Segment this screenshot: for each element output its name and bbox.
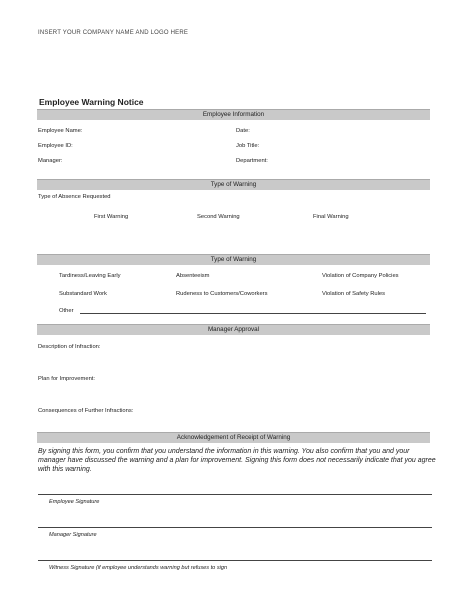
employee-id-label: Employee ID: [38, 143, 73, 149]
acknowledgement-text: By signing this form, you confirm that you understand the information in this warning. You also confirm that you and your manager have discussed the warning and a plan for improvement. Signing this form does not necessarily indicate that you agree with this warning. [38, 448, 436, 474]
tardiness-option[interactable]: Tardiness/Leaving Early [59, 273, 121, 279]
final-warning-option[interactable]: Final Warning [313, 214, 349, 220]
date-label: Date: [236, 128, 250, 134]
acknowledgement-header: Acknowledgement of Receipt of Warning [37, 432, 430, 443]
substandard-work-option[interactable]: Substandard Work [59, 291, 107, 297]
employee-name-label: Employee Name: [38, 128, 83, 134]
job-title-label: Job Title: [236, 143, 260, 149]
rudeness-option[interactable]: Rudeness to Customers/Coworkers [176, 291, 268, 297]
improvement-plan-label: Plan for Improvement: [38, 376, 96, 382]
infraction-description-label: Description of Infraction: [38, 344, 101, 350]
manager-signature-label: Manager Signature [49, 532, 97, 538]
warning-level-header: Type of Warning [37, 179, 430, 190]
manager-signature-line[interactable] [38, 527, 432, 528]
absence-type-label: Type of Absence Requested [38, 194, 111, 200]
consequences-label: Consequences of Further Infractions: [38, 408, 134, 414]
second-warning-option[interactable]: Second Warning [197, 214, 240, 220]
witness-signature-label: Witness Signature (if employee understands warning but refuses to sign [49, 565, 228, 571]
first-warning-option[interactable]: First Warning [94, 214, 129, 220]
warning-type-header: Type of Warning [37, 254, 430, 265]
employee-info-header: Employee Information [37, 109, 430, 120]
department-label: Department: [236, 158, 268, 164]
form-title: Employee Warning Notice [39, 97, 144, 107]
other-input-line[interactable] [80, 313, 426, 314]
employee-signature-label: Employee Signature [49, 499, 100, 505]
employee-signature-line[interactable] [38, 494, 432, 495]
company-policy-violation-option[interactable]: Violation of Company Policies [322, 273, 399, 279]
company-name-placeholder: INSERT YOUR COMPANY NAME AND LOGO HERE [38, 30, 189, 36]
witness-signature-line[interactable] [38, 560, 432, 561]
other-label: Other [59, 308, 74, 314]
manager-approval-header: Manager Approval [37, 324, 430, 335]
safety-rules-violation-option[interactable]: Violation of Safety Rules [322, 291, 386, 297]
absenteeism-option[interactable]: Absenteeism [176, 273, 210, 279]
manager-label: Manager: [38, 158, 63, 164]
